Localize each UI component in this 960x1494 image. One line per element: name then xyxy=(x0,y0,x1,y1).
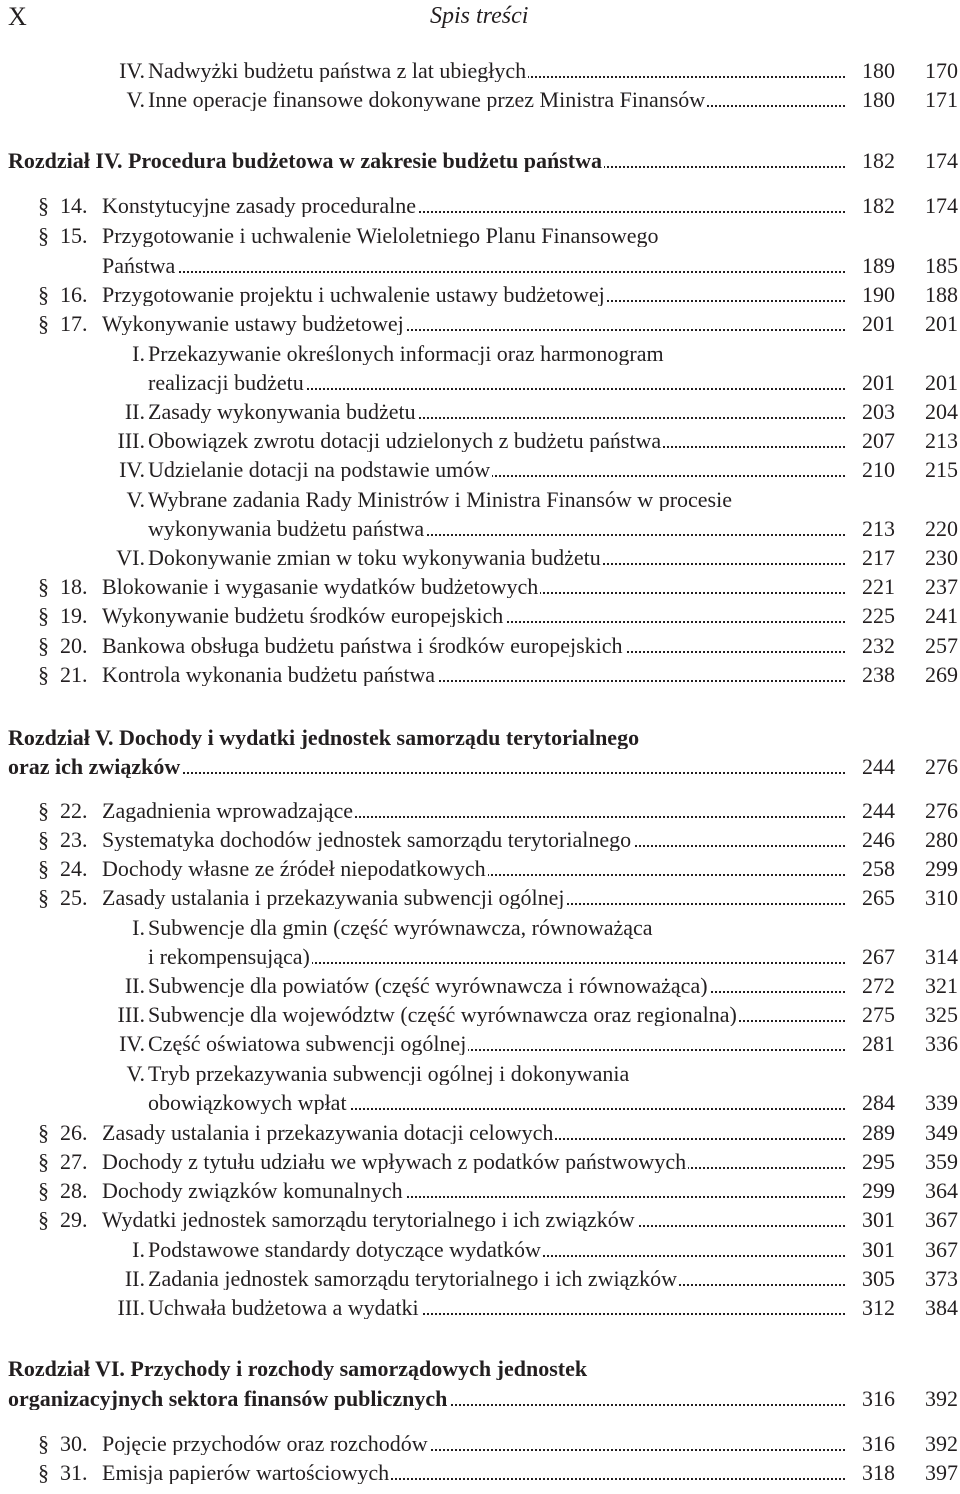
entry-title xyxy=(148,917,845,939)
entry-number: 31. xyxy=(60,1460,88,1485)
entry-title-continued-text: organizacyjnych sektora finansów publicznych xyxy=(8,1388,448,1410)
page-number-primary: 207 xyxy=(862,428,895,453)
entry-number: III. xyxy=(117,1295,145,1320)
entry-title-text: Przygotowanie i uchwalenie Wieloletniego Planu Finansowego xyxy=(102,225,659,247)
entry-number: VI. xyxy=(116,545,145,570)
entry-number: V. xyxy=(126,1061,145,1086)
entry-number: 14. xyxy=(60,193,88,218)
entry-title xyxy=(148,1033,845,1055)
entry-title-text: Emisja papierów wartościowych xyxy=(102,1462,390,1484)
entry-title-text: Uchwała budżetowa a wydatki xyxy=(148,1297,419,1319)
page-number-secondary: 321 xyxy=(925,973,958,998)
page-number-primary: 281 xyxy=(862,1031,895,1056)
page-number-primary: 213 xyxy=(862,516,895,541)
entry-title-continued xyxy=(8,1388,845,1410)
entry-title xyxy=(102,858,845,880)
entry-number: 23. xyxy=(60,827,88,852)
section-sign-icon: § xyxy=(38,282,49,307)
page-number-primary: 180 xyxy=(862,87,895,112)
page-number-primary: 305 xyxy=(862,1266,895,1291)
page-number-primary: 232 xyxy=(862,633,895,658)
entry-title xyxy=(102,800,845,822)
entry-number: II. xyxy=(124,973,145,998)
entry-title xyxy=(148,975,845,997)
page-number-primary: 301 xyxy=(862,1237,895,1262)
page-number-secondary: 392 xyxy=(925,1386,958,1411)
page-number-primary: 189 xyxy=(862,253,895,278)
entry-title-text: Inne operacje finansowe dokonywane przez Ministra Finansów xyxy=(148,89,706,111)
entry-number: 26. xyxy=(60,1120,88,1145)
entry-title xyxy=(102,1462,845,1484)
page-number-primary: 201 xyxy=(862,311,895,336)
entry-title-continued-text: obowiązkowych wpłat xyxy=(148,1092,347,1114)
entry-title-text: Zasady ustalania i przekazywania subwencji ogólnej xyxy=(102,887,565,909)
entry-title-text: Konstytucyjne zasady proceduralne xyxy=(102,195,416,217)
entry-title-text: Wykonywanie ustawy budżetowej xyxy=(102,313,404,335)
entry-title-text: Zadania jednostek samorządu terytorialnego i ich związków xyxy=(148,1268,678,1290)
entry-title-text: Zasady wykonywania budżetu xyxy=(148,401,416,423)
entry-number: IV. xyxy=(119,457,145,482)
page-number-primary: 225 xyxy=(862,603,895,628)
entry-number: 28. xyxy=(60,1178,88,1203)
page-number-secondary: 397 xyxy=(925,1460,958,1485)
entry-number: 20. xyxy=(60,633,88,658)
entry-title-continued xyxy=(148,946,845,968)
entry-title-text: Blokowanie i wygasanie wydatków budżetowych xyxy=(102,576,539,598)
page-number-primary: 265 xyxy=(862,885,895,910)
entry-title-text: Wykonywanie budżetu środków europejskich xyxy=(102,605,504,627)
entry-title xyxy=(148,489,845,511)
entry-title-text: Udzielanie dotacji na podstawie umów xyxy=(148,459,491,481)
page-number-primary: 284 xyxy=(862,1090,895,1115)
entry-number: 15. xyxy=(60,223,88,248)
page-number-secondary: 349 xyxy=(925,1120,958,1145)
page-number-primary: 267 xyxy=(862,944,895,969)
entry-title xyxy=(102,1209,845,1231)
page-number-secondary: 336 xyxy=(925,1031,958,1056)
entry-title xyxy=(102,195,845,217)
page-number-secondary: 269 xyxy=(925,662,958,687)
entry-title xyxy=(8,150,845,172)
entry-title xyxy=(8,727,845,749)
entry-title xyxy=(148,401,845,423)
running-header-title: Spis treści xyxy=(430,3,529,29)
page-number-primary: 318 xyxy=(862,1460,895,1485)
entry-number: III. xyxy=(117,428,145,453)
section-sign-icon: § xyxy=(38,193,49,218)
section-sign-icon: § xyxy=(38,311,49,336)
entry-title-text: Systematyka dochodów jednostek samorządu terytorialnego xyxy=(102,829,632,851)
entry-title-text: Dokonywanie zmian w toku wykonywania budżetu xyxy=(148,547,601,569)
entry-title-text: Rozdział V. Dochody i wydatki jednostek samorządu terytorialnego xyxy=(8,727,640,749)
page-number-primary: 221 xyxy=(862,574,895,599)
page-number-primary: 289 xyxy=(862,1120,895,1145)
entry-title-text: Przygotowanie projektu i uchwalenie ustawy budżetowej xyxy=(102,284,605,306)
entry-number: II. xyxy=(124,399,145,424)
entry-title xyxy=(148,459,845,481)
page-number-primary: 182 xyxy=(862,193,895,218)
entry-title-continued-text: i rekompensująca) xyxy=(148,946,310,968)
entry-title-continued-text: wykonywania budżetu państwa xyxy=(148,518,425,540)
section-sign-icon: § xyxy=(38,1207,49,1232)
entry-number: 27. xyxy=(60,1149,88,1174)
entry-title xyxy=(102,605,845,627)
entry-title-text: Nadwyżki budżetu państwa z lat ubiegłych xyxy=(148,60,527,82)
entry-title-text: Obowiązek zwrotu dotacji udzielonych z budżetu państwa xyxy=(148,430,662,452)
entry-number: 16. xyxy=(60,282,88,307)
entry-title-text: Wydatki jednostek samorządu terytorialnego i ich związków xyxy=(102,1209,635,1231)
entry-number: 19. xyxy=(60,603,88,628)
page-number-secondary: 367 xyxy=(925,1207,958,1232)
entry-title-text: Dochody z tytułu udziału we wpływach z podatków państwowych xyxy=(102,1151,687,1173)
entry-title-text: Subwencje dla powiatów (część wyrównawcza i równoważąca) xyxy=(148,975,708,997)
page-number-primary: 301 xyxy=(862,1207,895,1232)
entry-title-text: Subwencje dla gmin (część wyrównawcza, równoważąca xyxy=(148,917,653,939)
entry-title xyxy=(8,1358,845,1380)
page-number-secondary: 215 xyxy=(925,457,958,482)
entry-number: V. xyxy=(126,487,145,512)
entry-title xyxy=(148,430,845,452)
entry-title xyxy=(102,1151,845,1173)
entry-title-continued xyxy=(148,518,845,540)
entry-title xyxy=(102,1122,845,1144)
entry-number: I. xyxy=(132,915,145,940)
page-number-secondary: 237 xyxy=(925,574,958,599)
page-number-primary: 312 xyxy=(862,1295,895,1320)
entry-title xyxy=(148,1268,845,1290)
page-number-secondary: 201 xyxy=(925,370,958,395)
page-number-primary: 210 xyxy=(862,457,895,482)
page-number-secondary: 174 xyxy=(925,193,958,218)
page-number-secondary: 174 xyxy=(925,148,958,173)
entry-title-text: Subwencje dla województw (część wyrównawcza oraz regionalna) xyxy=(148,1004,737,1026)
entry-title xyxy=(102,635,845,657)
section-sign-icon: § xyxy=(38,662,49,687)
entry-number: 22. xyxy=(60,798,88,823)
entry-title-text: Rozdział IV. Procedura budżetowa w zakresie budżetu państwa xyxy=(8,150,603,172)
entry-title xyxy=(148,547,845,569)
page-number-secondary: 230 xyxy=(925,545,958,570)
page-number-primary: 299 xyxy=(862,1178,895,1203)
page-number-secondary: 367 xyxy=(925,1237,958,1262)
page-number-primary: 190 xyxy=(862,282,895,307)
entry-title-continued xyxy=(102,255,845,277)
page-number-secondary: 339 xyxy=(925,1090,958,1115)
section-sign-icon: § xyxy=(38,798,49,823)
page-number-secondary: 373 xyxy=(925,1266,958,1291)
page-number-secondary: 188 xyxy=(925,282,958,307)
page-number-primary: 244 xyxy=(862,798,895,823)
entry-number: V. xyxy=(126,87,145,112)
page-number-secondary: 276 xyxy=(925,798,958,823)
page-number-secondary: 220 xyxy=(925,516,958,541)
entry-number: III. xyxy=(117,1002,145,1027)
entry-title xyxy=(102,664,845,686)
entry-number: 17. xyxy=(60,311,88,336)
entry-title xyxy=(148,343,845,365)
section-sign-icon: § xyxy=(38,1431,49,1456)
section-sign-icon: § xyxy=(38,603,49,628)
entry-title-continued-text: realizacji budżetu xyxy=(148,372,304,394)
entry-title-continued xyxy=(148,1092,845,1114)
section-sign-icon: § xyxy=(38,1178,49,1203)
page-number-secondary: 392 xyxy=(925,1431,958,1456)
section-sign-icon: § xyxy=(38,1149,49,1174)
entry-number: 21. xyxy=(60,662,88,687)
entry-title-text: Część oświatowa subwencji ogólnej xyxy=(148,1033,467,1055)
entry-title-text: Rozdział VI. Przychody i rozchody samorządowych jednostek xyxy=(8,1358,588,1380)
page-number-primary: 295 xyxy=(862,1149,895,1174)
page-number-secondary: 201 xyxy=(925,311,958,336)
entry-title-continued-text: Państwa xyxy=(102,255,176,277)
page-number-secondary: 171 xyxy=(925,87,958,112)
page-number-secondary: 314 xyxy=(925,944,958,969)
entry-title-text: Bankowa obsługa budżetu państwa i środków europejskich xyxy=(102,635,623,657)
entry-title xyxy=(102,1433,845,1455)
section-sign-icon: § xyxy=(38,856,49,881)
entry-title xyxy=(102,887,845,909)
entry-title-text: Pojęcie przychodów oraz rozchodów xyxy=(102,1433,428,1455)
section-sign-icon: § xyxy=(38,223,49,248)
page-number-primary: 246 xyxy=(862,827,895,852)
page-number-secondary: 299 xyxy=(925,856,958,881)
entry-title-continued-text: oraz ich związków xyxy=(8,756,181,778)
page-number-primary: 244 xyxy=(862,754,895,779)
page-number-secondary: 185 xyxy=(925,253,958,278)
page-number-primary: 316 xyxy=(862,1431,895,1456)
entry-title xyxy=(102,225,845,247)
entry-number: 29. xyxy=(60,1207,88,1232)
page-number-secondary: 280 xyxy=(925,827,958,852)
page-number-primary: 272 xyxy=(862,973,895,998)
entry-title-text: Tryb przekazywania subwencji ogólnej i dokonywania xyxy=(148,1063,630,1085)
page-number-primary: 258 xyxy=(862,856,895,881)
page-number-secondary: 257 xyxy=(925,633,958,658)
entry-number: IV. xyxy=(119,1031,145,1056)
entry-title xyxy=(148,60,845,82)
section-sign-icon: § xyxy=(38,1460,49,1485)
entry-title xyxy=(148,1004,845,1026)
entry-title-text: Wybrane zadania Rady Ministrów i Ministra Finansów w procesie xyxy=(148,489,732,511)
entry-title xyxy=(148,1297,845,1319)
entry-number: I. xyxy=(132,341,145,366)
entry-number: 30. xyxy=(60,1431,88,1456)
entry-title-text: Dochody własne ze źródeł niepodatkowych xyxy=(102,858,486,880)
page-number-secondary: 325 xyxy=(925,1002,958,1027)
entry-title xyxy=(102,829,845,851)
entry-title-text: Podstawowe standardy dotyczące wydatków xyxy=(148,1239,541,1261)
page-number-primary: 201 xyxy=(862,370,895,395)
entry-title-text: Dochody związków komunalnych xyxy=(102,1180,403,1202)
page-number-secondary: 364 xyxy=(925,1178,958,1203)
entry-title xyxy=(102,313,845,335)
entry-number: I. xyxy=(132,1237,145,1262)
entry-title-text: Kontrola wykonania budżetu państwa xyxy=(102,664,435,686)
page-number-secondary: 170 xyxy=(925,58,958,83)
section-sign-icon: § xyxy=(38,885,49,910)
entry-title xyxy=(148,1063,845,1085)
section-sign-icon: § xyxy=(38,574,49,599)
entry-number: IV. xyxy=(119,58,145,83)
entry-title xyxy=(102,1180,845,1202)
entry-number: 24. xyxy=(60,856,88,881)
page-number-secondary: 213 xyxy=(925,428,958,453)
page-number-secondary: 204 xyxy=(925,399,958,424)
page-number-secondary: 384 xyxy=(925,1295,958,1320)
entry-number: II. xyxy=(124,1266,145,1291)
page-number-secondary: 241 xyxy=(925,603,958,628)
entry-number: 18. xyxy=(60,574,88,599)
page-marker: X xyxy=(8,2,27,31)
page-number-primary: 238 xyxy=(862,662,895,687)
entry-title xyxy=(148,1239,845,1261)
section-sign-icon: § xyxy=(38,633,49,658)
section-sign-icon: § xyxy=(38,1120,49,1145)
entry-title xyxy=(102,576,845,598)
entry-title-continued xyxy=(148,372,845,394)
page-number-primary: 275 xyxy=(862,1002,895,1027)
page-number-secondary: 359 xyxy=(925,1149,958,1174)
entry-title-text: Zagadnienia wprowadzające xyxy=(102,800,354,822)
entry-title-continued xyxy=(8,756,845,778)
entry-title-text: Przekazywanie określonych informacji oraz harmonogram xyxy=(148,343,664,365)
page-number-primary: 182 xyxy=(862,148,895,173)
page-number-secondary: 310 xyxy=(925,885,958,910)
entry-title xyxy=(102,284,845,306)
entry-title xyxy=(148,89,845,111)
entry-title-text: Zasady ustalania i przekazywania dotacji celowych xyxy=(102,1122,554,1144)
page-number-primary: 180 xyxy=(862,58,895,83)
page-number-primary: 203 xyxy=(862,399,895,424)
page-number-primary: 316 xyxy=(862,1386,895,1411)
entry-number: 25. xyxy=(60,885,88,910)
page-number-primary: 217 xyxy=(862,545,895,570)
page-number-secondary: 276 xyxy=(925,754,958,779)
section-sign-icon: § xyxy=(38,827,49,852)
